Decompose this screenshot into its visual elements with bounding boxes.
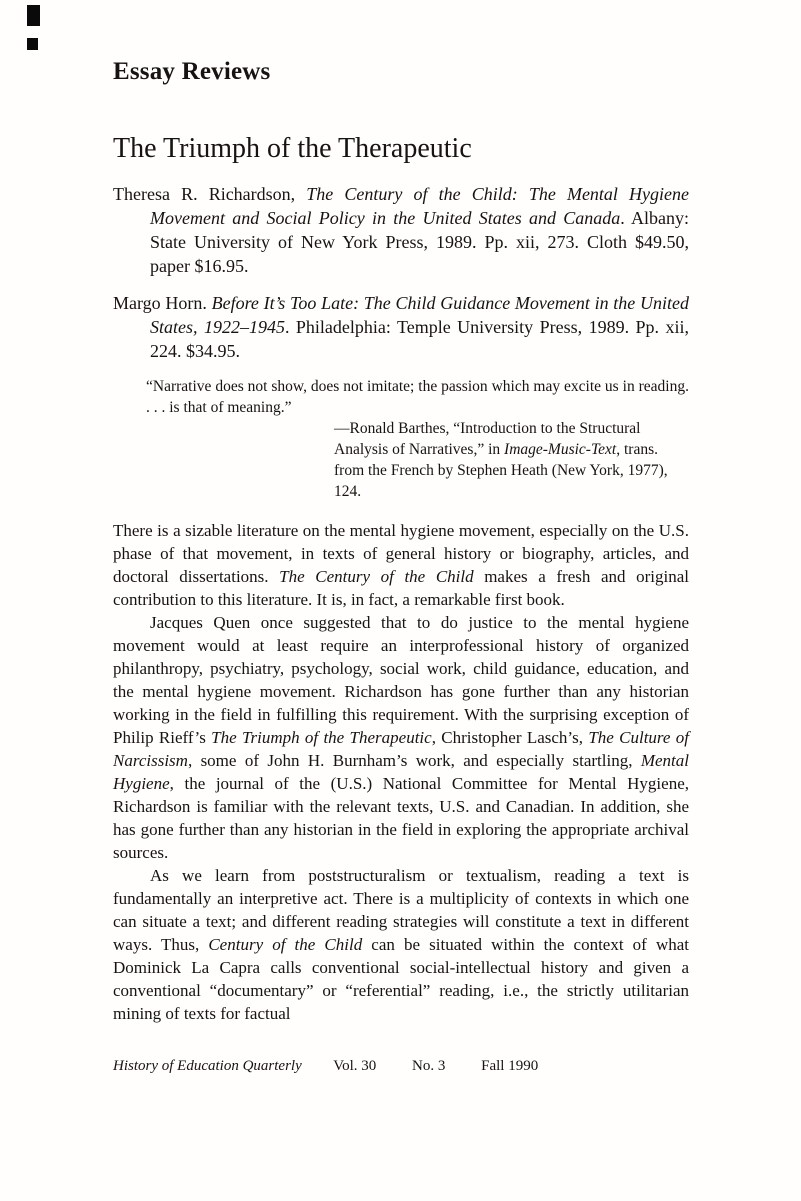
journal-name: History of Education Quarterly: [113, 1058, 302, 1074]
body-text: [113, 519, 689, 1025]
body-paragraph-2: Jacques Quen once suggested that to do justice to the mental hygiene movement would at least require an interprofessional history of organized philanthropy, psychiatry, psychology, social work, child guidance, education, and the mental hygiene movement. Richardson has gone further than any historian working in the field in fulfilling this requirement. With the surprising exception of Philip Rieff’s The Triumph of the Therapeutic, Christopher Lasch’s, The Culture of Narcissism, some of John H. Burnham’s work, and especially startling, Mental Hygiene, the journal of the (U.S.) National Committee for Mental Hygiene, Richardson is familiar with the relevant texts, U.S. and Canadian. In addition, she has gone further than any historian in the field in exploring the appropriate archival sources.: [113, 613, 689, 862]
citation-richardson: Theresa R. Richardson, The Century of the Child: The Mental Hygiene Movement and Social Policy in the United States and Canada. Albany: State University of New York Press, 1989. Pp. xii, 273. Cloth $49.50, paper $16.95.: [113, 184, 690, 276]
date-label: Fall 1990: [481, 1058, 539, 1074]
body-paragraph-3: As we learn from poststructuralism or textualism, reading a text is fundamentally an interpretive act. There is a multiplicity of contexts in which one can situate a text; and different reading strategies will constitute a text in different ways. Thus, Century of the Child can be situated within the context of what Dominick La Capra calls conventional social-intellectual history and given a conventional “documentary” or “referential” reading, i.e., the strictly utilitarian mining of texts for factual: [113, 866, 689, 1023]
epigraph: [146, 376, 689, 502]
page-content: [113, 0, 689, 1025]
book-citations: [113, 182, 689, 363]
citation-horn: Margo Horn. Before It’s Too Late: The Child Guidance Movement in the United States, 1922–1945. Philadelphia: Temple University Press, 1989. Pp. xii, 224. $34.95.: [113, 293, 689, 361]
epigraph-quote: “Narrative does not show, does not imitate; the passion which may excite us in reading. . . . is that of meaning.”: [146, 378, 689, 416]
essay-title: The Triumph of the Therapeutic: [113, 133, 472, 164]
volume-label: Vol. 30: [333, 1058, 377, 1074]
page-footer: [113, 1058, 570, 1075]
epigraph-attribution: —Ronald Barthes, “Introduction to the Structural Analysis of Narratives,” in Image-Music-Text, trans. from the French by Stephen Heath (New York, 1977), 124.: [334, 420, 668, 500]
issue-label: No. 3: [412, 1058, 446, 1074]
body-paragraph-1: There is a sizable literature on the mental hygiene movement, especially on the U.S. phase of that movement, in texts of general history or biography, articles, and doctoral dissertations. The Century of the Child makes a fresh and original contribution to this literature. It is, in fact, a remarkable first book.: [113, 521, 689, 609]
section-heading: Essay Reviews: [113, 58, 271, 85]
scan-mark-bottom: [27, 38, 38, 50]
scan-mark-top: [27, 5, 40, 26]
